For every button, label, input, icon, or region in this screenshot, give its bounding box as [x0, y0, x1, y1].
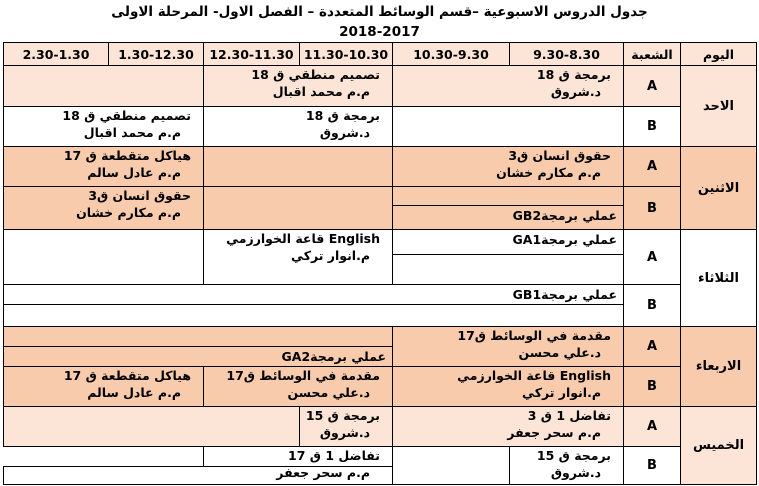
empty-cell [3, 406, 300, 447]
empty-cell [3, 326, 393, 347]
lesson-subject: مقدمة في الوسائط ق17 [226, 368, 380, 383]
header-period: 9.30-8.30 [509, 42, 624, 66]
lesson-subject: English قاعة الخوارزمي [457, 368, 611, 383]
lesson-teacher: د.شروق [550, 465, 601, 480]
lesson-cell [203, 229, 393, 285]
lesson-subject: عملي برمجةGA2 [281, 349, 386, 364]
section-label: B [623, 186, 681, 230]
lesson-subject: تصميم منطقي ق 18 [251, 67, 380, 82]
lesson-cell [299, 406, 393, 447]
day-label: الاربعاء [680, 326, 757, 407]
header-period: 11.30-10.30 [299, 42, 393, 66]
header-period: 2.30-1.30 [3, 42, 109, 66]
lesson-cell [3, 284, 624, 305]
lesson-teacher: د.شروق [319, 125, 370, 140]
lesson-subject: English قاعة الخوارزمي [226, 231, 380, 246]
empty-cell [392, 446, 510, 485]
lesson-subject: عملي برمجةGB1 [512, 287, 617, 302]
lesson-teacher: د.شروق [550, 84, 601, 99]
academic-year: 2018-2017 [339, 24, 420, 40]
lesson-subject: هياكل متقطعة ق 17 [63, 148, 191, 163]
section-label: B [623, 106, 681, 147]
lesson-teacher: م.م سحر جعفر [276, 465, 370, 480]
empty-cell [203, 146, 393, 187]
section-label: B [623, 366, 681, 407]
lesson-teacher: م.م محمد اقبال [272, 84, 370, 99]
lesson-cell [3, 186, 204, 230]
lesson-teacher: م.م سحر جعفر [507, 425, 601, 440]
section-label: A [623, 406, 681, 447]
lesson-cell [203, 106, 393, 147]
day-label: الثلاثاء [680, 229, 757, 327]
section-label: B [623, 446, 681, 485]
empty-cell [3, 229, 204, 285]
lesson-subject: برمجة ق 15 [305, 408, 380, 423]
lesson-subject: برمجة ق 18 [536, 67, 611, 82]
lesson-cell [392, 65, 624, 107]
section-label: A [623, 65, 681, 107]
lesson-cell [3, 366, 204, 407]
day-label: الاحد [680, 65, 757, 147]
section-label: B [623, 284, 681, 327]
lesson-teacher: م.م مكارم خشان [76, 205, 181, 220]
lesson-subject: هياكل متقطعة ق 17 [63, 368, 191, 383]
lesson-subject: برمجة ق 18 [305, 108, 380, 123]
lesson-subject: تفاضل 1 ق 3 [527, 408, 611, 423]
empty-cell [392, 254, 624, 285]
section-label: A [623, 326, 681, 367]
lesson-cell [392, 229, 624, 255]
lesson-cell [203, 366, 393, 407]
lesson-cell [3, 106, 204, 147]
day-label: الاثنين [680, 146, 757, 230]
lesson-teacher: د.شروق [319, 425, 370, 440]
lesson-teacher: م.م محمد اقبال [83, 125, 181, 140]
lesson-teacher: د.علي محسن [518, 345, 601, 360]
lesson-cell [392, 326, 624, 367]
lesson-subject: عملي برمجةGA1 [512, 232, 617, 247]
empty-cell [392, 186, 624, 206]
lesson-teacher: م.م عادل سالم [87, 165, 181, 180]
lesson-cell [509, 446, 624, 485]
lesson-subject: برمجة ق 15 [536, 448, 611, 463]
lesson-cell [3, 346, 393, 367]
section-label: A [623, 146, 681, 187]
lesson-cell [392, 205, 624, 230]
lesson-subject: تصميم منطقي ق 18 [62, 108, 191, 123]
empty-cell [392, 106, 624, 147]
lesson-subject: حقوق انسان ق3 [88, 188, 191, 203]
empty-cell [3, 304, 624, 327]
lesson-cell [203, 446, 393, 480]
lesson-subject: حقوق انسان ق3 [508, 148, 611, 163]
lesson-cell [392, 406, 624, 447]
lesson-teacher: م.م مكارم خشان [496, 165, 601, 180]
lesson-subject: عملي برمجةGB2 [512, 208, 617, 223]
header-period: 1.30-12.30 [108, 42, 204, 66]
lesson-teacher: د.علي محسن [287, 385, 370, 400]
lesson-subject: مقدمة في الوسائط ق17 [457, 328, 611, 343]
lesson-cell [392, 366, 624, 407]
lesson-cell [3, 146, 204, 187]
schedule-title: جدول الدروس الاسبوعية –قسم الوسائط المتعددة – الفصل الاول- المرحلة الاولى [111, 4, 648, 20]
header-day: اليوم [680, 42, 757, 66]
header-period: 12.30-11.30 [203, 42, 300, 66]
section-label: A [623, 229, 681, 285]
lesson-teacher: م.م عادل سالم [87, 385, 181, 400]
lesson-cell [392, 146, 624, 187]
lesson-teacher: م.انوار تركي [522, 385, 601, 400]
empty-cell [203, 186, 393, 230]
day-label: الخميس [680, 406, 757, 485]
lesson-teacher: م.انوار تركي [291, 248, 370, 263]
lesson-cell [203, 65, 393, 107]
header-section: الشعبة [623, 42, 681, 66]
lesson-subject: تفاضل 1 ق 17 [288, 448, 380, 463]
header-period: 10.30-9.30 [392, 42, 510, 66]
